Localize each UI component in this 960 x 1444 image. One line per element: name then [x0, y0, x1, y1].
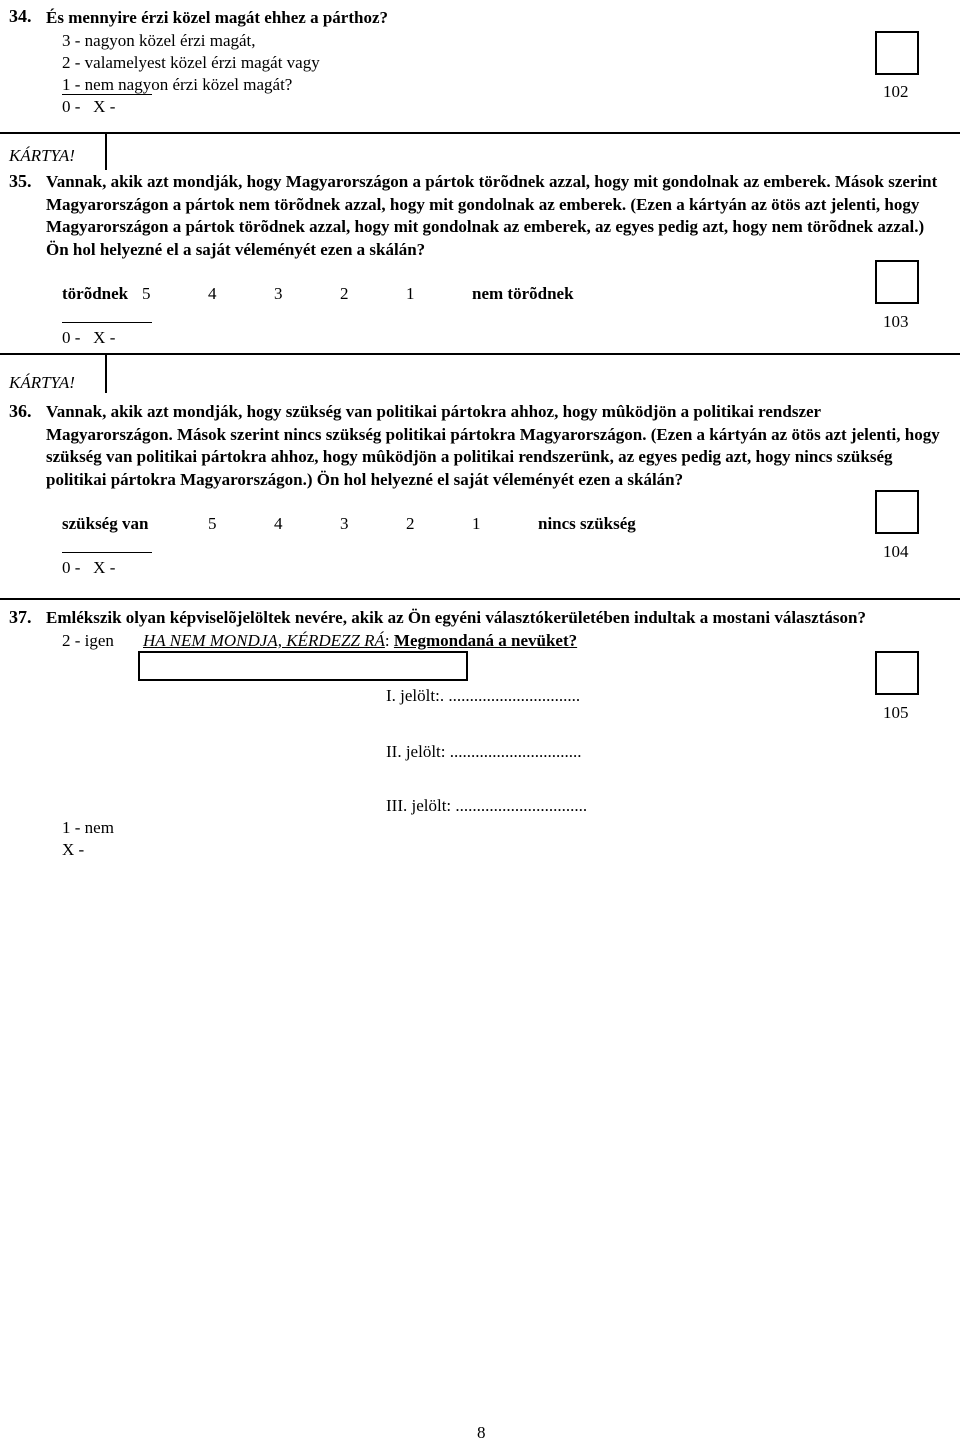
q36-right-label: nincs szükség	[538, 514, 636, 533]
q37-candidate-2[interactable]: II. jelölt: ...............................	[386, 742, 582, 761]
q36-underline	[62, 552, 152, 553]
q36-scale-2[interactable]: 2	[406, 514, 415, 533]
q37-no-option[interactable]: 1 - nem	[62, 818, 114, 837]
q36-scale-3[interactable]: 3	[340, 514, 349, 533]
q35-number: 35.	[9, 171, 32, 191]
q35-missing-codes: 0 - X -	[62, 328, 116, 347]
page-number: 8	[477, 1423, 486, 1442]
q36-left-label: szükség van	[62, 514, 149, 533]
q36-number: 36.	[9, 401, 32, 421]
q37-instruction-line	[143, 630, 577, 652]
q37-follow-up: Megmondaná a nevüket?	[393, 631, 578, 650]
q36-scale-5[interactable]: 5	[208, 514, 217, 533]
q37-missing-code: X -	[62, 840, 85, 859]
q35-scale-5[interactable]: 5	[142, 284, 151, 303]
q37-code-box[interactable]	[875, 651, 919, 695]
q35-scale-2[interactable]: 2	[340, 284, 349, 303]
q35-code-number: 103	[883, 312, 909, 331]
q35-scale-3[interactable]: 3	[274, 284, 283, 303]
section-divider-3	[0, 598, 960, 600]
q37-text: Emlékszik olyan képviselõjelöltek nevére, akik az Ön egyéni választókerületében indultak a mostani választáson?	[46, 608, 866, 627]
q37-code-number: 105	[883, 703, 909, 722]
q34-option-2: 2 - valamelyest közel érzi magát vagy	[62, 53, 320, 72]
q35-underline	[62, 322, 152, 323]
q34-number: 34.	[9, 6, 32, 26]
section-divider-1	[0, 132, 960, 134]
q36-card-label: KÁRTYA!	[9, 373, 75, 392]
q36-scale-4[interactable]: 4	[274, 514, 283, 533]
card-label-border-1	[105, 132, 107, 170]
q37-number: 37.	[9, 607, 32, 627]
q34-code-number: 102	[883, 82, 909, 101]
q37-candidate-3[interactable]: III. jelölt: ...............................	[386, 796, 588, 815]
q37-name-box[interactable]	[138, 651, 468, 681]
q34-missing-codes: 0 - X -	[62, 97, 116, 116]
q35-scale-4[interactable]: 4	[208, 284, 217, 303]
q35-code-box[interactable]	[875, 260, 919, 304]
section-divider-2	[0, 353, 960, 355]
q37-instruction-colon: :	[384, 631, 390, 650]
q37-instruction: HA NEM MONDJA, KÉRDEZZ RÁ	[143, 631, 385, 650]
q35-right-label: nem törõdnek	[472, 284, 574, 303]
q34-question: És mennyire érzi közel magát ehhez a párthoz?	[46, 8, 388, 27]
q34-underline	[62, 94, 152, 95]
q36-text: Vannak, akik azt mondják, hogy szükség van politikai pártokra ahhoz, hogy mûködjön a politikai rendszer Magyarországon. Mások szerint nincs szükség politikai pártokra Magyarországon. (Ezen a kártyán az ötös azt jelenti, hogy szükség van politikai pártokra ahhoz, hogy mûködjön a politikai rendszerünk, az egyes pedig azt, hogy nincs szükség politikai pártokra Magyarországon.) Ön hol helyezné el saját véleményét ezen a skálán?	[46, 402, 940, 489]
q35-text: Vannak, akik azt mondják, hogy Magyarországon a pártok törõdnek azzal, hogy mit gondolnak az emberek. Mások szerint Magyarországon a pártok nem törõdnek azzal, hogy mit gondolnak az emberek. (Ezen a kártyán az ötös azt jelenti, hogy Magyarországon a pártok törõdnek azzal, hogy mit gondolnak az emberek, az egyes pedig azt, hogy nem törõdnek azzal.) Ön hol helyezné el a saját véleményét ezen a skálán?	[46, 172, 938, 259]
q35-left-label: törõdnek	[62, 284, 129, 303]
q36-scale-1[interactable]: 1	[472, 514, 481, 533]
card-label-border-2	[105, 353, 107, 393]
q36-missing-codes: 0 - X -	[62, 558, 116, 577]
q36-code-box[interactable]	[875, 490, 919, 534]
q34-code-box[interactable]	[875, 31, 919, 75]
q35-card-label: KÁRTYA!	[9, 146, 75, 165]
q37-candidate-1[interactable]: I. jelölt:. ...............................	[386, 686, 581, 705]
q34-option-1: 1 - nem nagyon érzi közel magát?	[62, 75, 293, 94]
q34-option-3: 3 - nagyon közel érzi magát,	[62, 31, 256, 50]
q35-scale-1[interactable]: 1	[406, 284, 415, 303]
q36-code-number: 104	[883, 542, 909, 561]
q37-yes-option[interactable]: 2 - igen	[62, 631, 114, 650]
